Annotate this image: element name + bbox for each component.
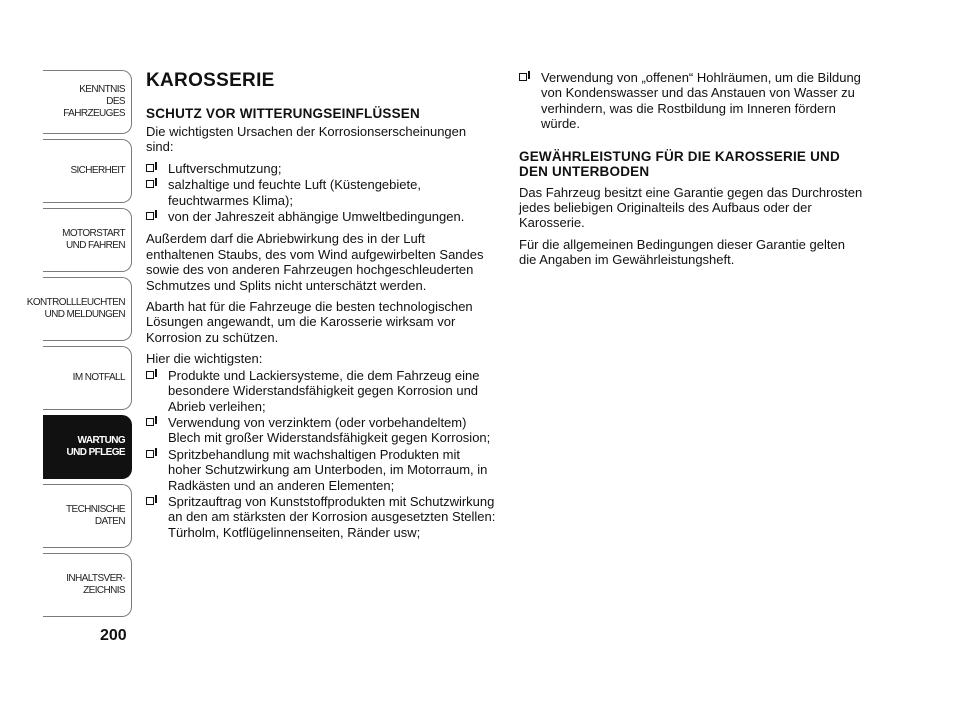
tab-inhaltsverzeichnis[interactable]: [43, 553, 132, 617]
tab-label: KONTROLLLEUCHTEN UND MELDUNGEN: [26, 297, 125, 320]
list-item-text: Verwendung von verzinktem (oder vorbehandeltem) Blech mit großer Widerstandsfähigkeit gegen Korrosion;: [168, 414, 491, 446]
checkbox-bullet-icon: [146, 180, 154, 188]
tab-wartung-und-pflege[interactable]: [43, 415, 132, 479]
tab-label: MOTORSTART UND FAHREN: [62, 228, 125, 251]
left-column: [146, 70, 496, 541]
checkbox-bullet-icon: [519, 73, 527, 81]
list-item: [519, 70, 864, 132]
list-item: [146, 209, 496, 224]
list-item-text: Verwendung von „offenen“ Hohlräumen, um die Bildung von Kondenswasser und das Anstauen von Wasser zu verhindern, was die Rostbildung im Inneren fördern würde.: [541, 70, 861, 132]
checkbox-bullet-icon: [146, 164, 154, 172]
list-item-text: Spritzbehandlung mit wachshaltigen Produkten mit hoher Schutzwirkung am Unterboden, im Motorraum, in Radkästen und an anderen Elementen;: [168, 446, 488, 493]
list-item: [146, 494, 496, 540]
list-item: [146, 368, 496, 414]
intro-text: Die wichtigsten Ursachen der Korrosionserscheinungen sind:: [146, 124, 467, 155]
list-item: [146, 415, 496, 446]
tab-label: TECHNISCHE DATEN: [65, 504, 125, 527]
tab-motorstart-und-fahren[interactable]: [43, 208, 132, 272]
list-item-text: Produkte und Lackiersysteme, die dem Fahrzeug eine besondere Widerstandsfähigkeit gegen Korrosion und Abrieb verleihen;: [168, 367, 480, 414]
list-item: [146, 177, 496, 208]
paragraph: Das Fahrzeug besitzt eine Garantie gegen das Durchrosten jedes beliebigen Originalteils des Aufbaus oder der Karosserie.: [519, 184, 863, 231]
tab-label: SICHERHEIT: [70, 165, 125, 176]
paragraph: Hier die wichtigsten:: [146, 351, 263, 367]
list-item: [146, 161, 496, 176]
tab-label: IM NOTFALL: [72, 372, 125, 383]
tab-label: WARTUNG UND PFLEGE: [66, 435, 125, 458]
tab-sicherheit[interactable]: [43, 139, 132, 203]
page-number: 200: [100, 627, 127, 644]
list-item-text: salzhaltige und feuchte Luft (Küstengebiete, feuchtwarmes Klima);: [168, 177, 421, 208]
checkbox-bullet-icon: [146, 371, 154, 379]
checkbox-bullet-icon: [146, 418, 154, 426]
checkbox-bullet-icon: [146, 450, 154, 458]
paragraph: Außerdem darf die Abriebwirkung des in der Luft enthaltenen Staubs, des vom Wind aufgewirbelten Sandes sowie des von anderen Fahrzeugen hochgeschleuderten Schmutzes und Splits nicht unterschätzt werden.: [146, 231, 484, 293]
list-item-text: von der Jahreszeit abhängige Umweltbedingungen.: [168, 209, 465, 225]
tab-label: INHALTSVER- ZEICHNIS: [66, 573, 125, 596]
subhead-gewaehrleistung: GEWÄHRLEISTUNG FÜR DIE KAROSSERIE UND DEN UNTERBODEN: [519, 148, 840, 179]
tab-im-notfall[interactable]: [43, 346, 132, 410]
subhead-witterung: SCHUTZ VOR WITTERUNGSEINFLÜSSEN: [146, 106, 420, 121]
list-item-text: Spritzauftrag von Kunststoffprodukten mit Schutzwirkung an den am stärksten der Korrosion ausgesetzten Stellen: Türholm, Kotflügelinnenseiten, Ränder usw;: [168, 493, 496, 540]
tab-kenntnis-des-fahrzeuges[interactable]: [43, 70, 132, 134]
checkbox-bullet-icon: [146, 212, 154, 220]
paragraph: Für die allgemeinen Bedingungen dieser Garantie gelten die Angaben im Gewährleistungsheft.: [519, 236, 845, 268]
right-column: [519, 70, 864, 274]
list-item-text: Luftverschmutzung;: [168, 160, 282, 176]
tab-technische-daten[interactable]: [43, 484, 132, 548]
tab-label: KENNTNIS DES FAHRZEUGES: [63, 84, 125, 119]
section-title: KAROSSERIE: [146, 70, 275, 91]
list-item: [146, 447, 496, 493]
paragraph: Abarth hat für die Fahrzeuge die besten technologischen Lösungen angewandt, um die Karosserie wirksam vor Korrosion zu schützen.: [146, 299, 473, 345]
checkbox-bullet-icon: [146, 497, 154, 505]
tab-kontrollleuchten-und-meldungen[interactable]: [26, 277, 132, 341]
